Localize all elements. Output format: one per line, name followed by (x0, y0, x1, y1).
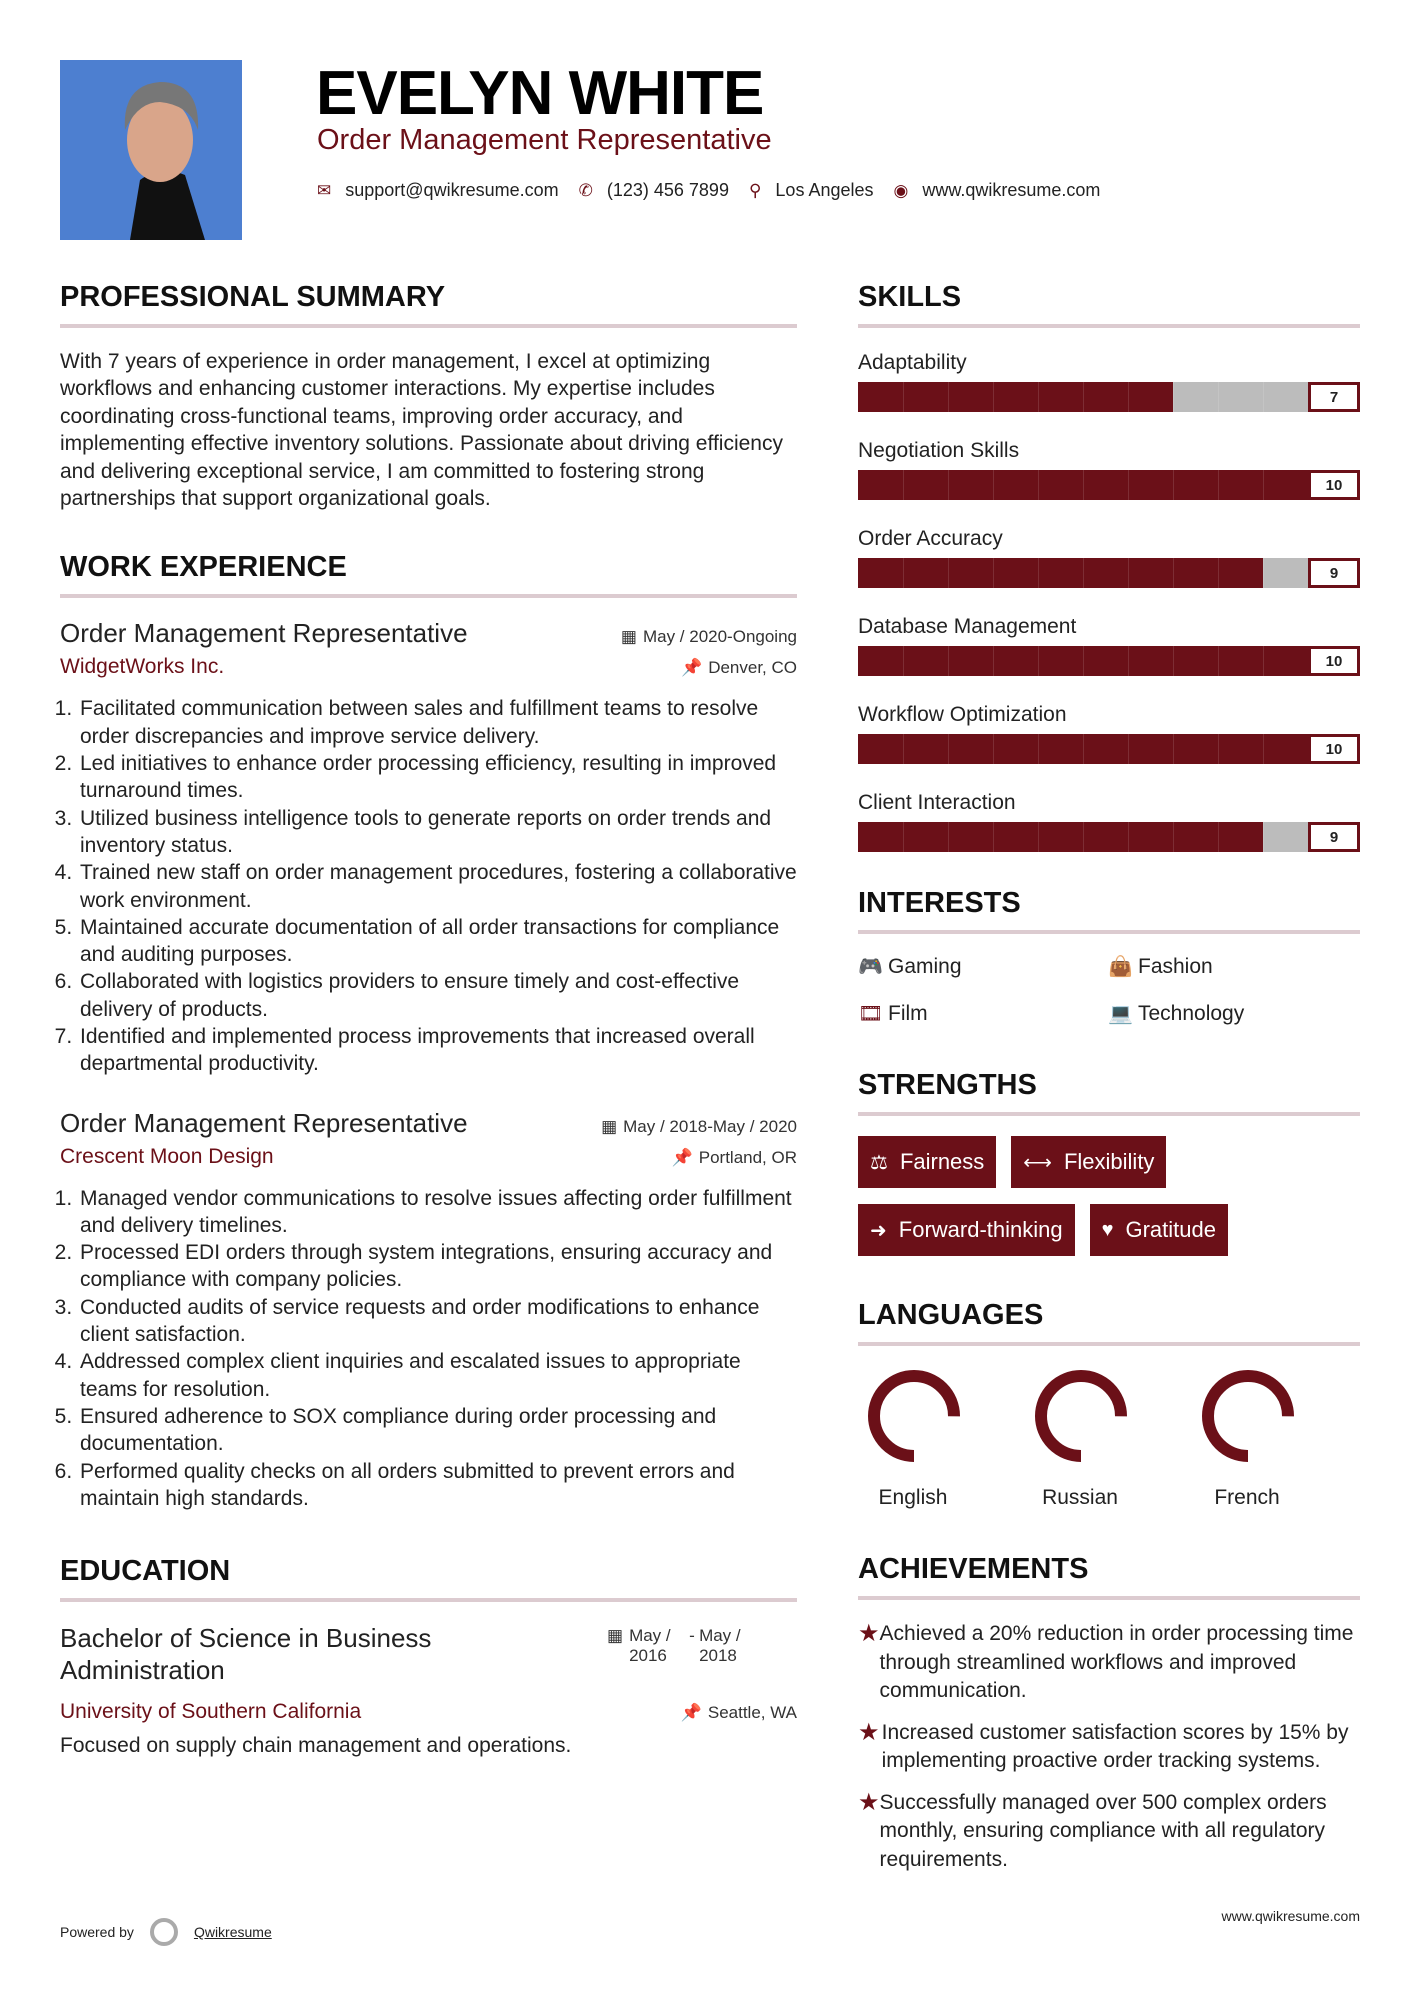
skill-segment-divider (1218, 470, 1219, 500)
skill-track (858, 646, 1308, 676)
job-bullet: 6. Collaborated with logistics providers to ensure timely and cost-effective delivery of products. (78, 968, 797, 1023)
language-name: Russian (1042, 1486, 1118, 1509)
pushpin-icon: 📌 (681, 658, 703, 678)
skill-segment-divider (1038, 822, 1039, 852)
skill-bar (858, 558, 1360, 588)
skill-segment-divider (1083, 646, 1084, 676)
divider (60, 324, 797, 328)
end-date: May / 2018 (699, 1626, 741, 1666)
skill-segment-divider (1263, 558, 1264, 588)
skill-segment-divider (1083, 822, 1084, 852)
interests-section (858, 886, 1360, 1026)
education-location: Seattle, WA (707, 1703, 797, 1723)
experience-section (60, 550, 797, 1512)
map-marker-icon: ⚲ (748, 180, 762, 200)
skill-segment-divider (1173, 382, 1174, 412)
skill-segment-divider (1263, 646, 1264, 676)
skill-segment-divider (903, 470, 904, 500)
job-bullet: 6. Performed quality checks on all orders submitted to prevent errors and maintain high standards. (78, 1458, 797, 1513)
education-dates (607, 1626, 797, 1666)
interest-item (858, 1001, 1108, 1026)
degree: Bachelor of Science in Business Administration (60, 1623, 432, 1686)
skill-segment-divider (1038, 646, 1039, 676)
star-icon: ★ (858, 1718, 880, 1746)
skill-segment-divider (903, 558, 904, 588)
powered-by (60, 1918, 272, 1946)
section-heading: SKILLS (858, 281, 962, 313)
divider (60, 1598, 797, 1602)
skill-segment-divider (1083, 382, 1084, 412)
skill-segment-divider (948, 382, 949, 412)
powered-by-label: Powered by (60, 1924, 134, 1940)
divider (858, 324, 1360, 328)
contact-info (317, 180, 1120, 201)
strength-label: Flexibility (1063, 1149, 1155, 1174)
skill-level: 10 (1308, 646, 1360, 676)
skill-segment-divider (903, 382, 904, 412)
skill-segment-divider (1083, 558, 1084, 588)
divider (858, 1596, 1360, 1600)
language-item (1025, 1366, 1192, 1510)
language-item (858, 1366, 1025, 1510)
skill-segment-divider (903, 646, 904, 676)
skill-segment-divider (1218, 558, 1219, 588)
job-bullet: 4. Trained new staff on order management procedures, fostering a collaborative work environment. (78, 859, 797, 914)
skill-track (858, 470, 1308, 500)
skill-segment-divider (993, 382, 994, 412)
skill-bar (858, 470, 1360, 500)
interest-label: Fashion (1138, 954, 1213, 978)
job-bullet: 7. Identified and implemented process improvements that increased overall departmental productivity. (78, 1023, 797, 1078)
strength-badge (858, 1204, 1075, 1256)
language-level-ring (864, 1366, 964, 1466)
skill-bar (858, 382, 1360, 412)
languages-section (858, 1298, 1360, 1510)
skill-name: Negotiation Skills (858, 439, 1020, 462)
company-name: WidgetWorks Inc. (60, 655, 225, 679)
skill-track (858, 734, 1308, 764)
skill-segment-divider (1173, 558, 1174, 588)
phone-icon: ✆ (578, 180, 593, 200)
job-bullets (78, 695, 797, 1077)
section-heading: INTERESTS (858, 887, 1021, 919)
skill-item (858, 700, 1360, 788)
achievement-text: Successfully managed over 500 complex orders monthly, ensuring compliance with all regulatory requirements. (879, 1790, 1327, 1871)
section-heading: STRENGTHS (858, 1069, 1037, 1101)
star-icon: ★ (858, 1788, 880, 1816)
skill-segment-divider (1263, 382, 1264, 412)
calendar-icon: ▦ (620, 627, 637, 647)
shopping-bag-icon: 👜 (1108, 956, 1133, 978)
star-icon: ★ (858, 1620, 880, 1647)
calendar-icon: ▦ (601, 1116, 618, 1136)
skill-track (858, 382, 1308, 412)
skill-segment-divider (993, 470, 994, 500)
job-entry (60, 1108, 797, 1513)
skill-segment-divider (1173, 646, 1174, 676)
strength-badge (858, 1136, 996, 1188)
calendar-icon: ▦ (607, 1626, 624, 1646)
skill-level: 10 (1308, 734, 1360, 764)
job-bullet: 1. Managed vendor communications to resolve issues affecting order fulfillment and delivery timelines. (78, 1185, 797, 1240)
right-column (858, 280, 1360, 1887)
job-title: Order Management Representative (60, 1107, 468, 1138)
contact-location: Los Angeles (775, 180, 874, 200)
language-name: French (1214, 1486, 1280, 1509)
skill-segment-divider (1128, 470, 1129, 500)
skill-segment-divider (1038, 734, 1039, 764)
job-bullet: 2. Processed EDI orders through system integrations, ensuring accuracy and compliance with company policies. (78, 1239, 797, 1294)
education-section (60, 1554, 797, 1759)
contact-phone[interactable]: (123) 456 7899 (606, 180, 729, 200)
skill-item (858, 612, 1360, 700)
skill-name: Order Accuracy (858, 527, 1003, 550)
skill-segment-divider (1173, 734, 1174, 764)
skill-name: Client Interaction (858, 791, 1016, 814)
skill-segment-divider (903, 822, 904, 852)
language-level-ring (1198, 1366, 1298, 1466)
skill-segment-divider (1128, 382, 1129, 412)
skill-segment-divider (948, 734, 949, 764)
achievement-text: Increased customer satisfaction scores by 15% by implementing proactive order tracking systems. (881, 1720, 1349, 1772)
interest-label: Gaming (888, 954, 962, 978)
language-name: English (878, 1486, 948, 1509)
skill-segment-divider (1218, 382, 1219, 412)
strengths-section (858, 1068, 1360, 1256)
profile-photo (60, 60, 242, 240)
skill-track (858, 822, 1308, 852)
skill-segment-divider (1083, 470, 1084, 500)
language-item (1192, 1366, 1359, 1510)
skill-segment-divider (1218, 822, 1219, 852)
arrows-h-icon: ⟷ (1023, 1151, 1052, 1174)
skill-segment-divider (1173, 822, 1174, 852)
balance-scale-icon: ⚖ (870, 1151, 888, 1174)
strength-badge (1090, 1204, 1228, 1256)
pushpin-icon: 📌 (680, 1703, 702, 1723)
skill-fill (858, 558, 1263, 588)
skill-segment-divider (1128, 646, 1129, 676)
interest-item (1108, 954, 1358, 979)
interest-label: Film (888, 1001, 928, 1025)
skill-level: 9 (1308, 558, 1360, 588)
laptop-icon: 💻 (1108, 1003, 1133, 1025)
job-entry (60, 618, 797, 1077)
qwikresume-link[interactable]: Qwikresume (193, 1924, 272, 1940)
skill-item (858, 524, 1360, 612)
job-dates: May / 2020-Ongoing (642, 627, 797, 647)
skill-segment-divider (1038, 382, 1039, 412)
interest-label: Technology (1138, 1001, 1245, 1025)
skill-segment-divider (1083, 734, 1084, 764)
section-heading: LANGUAGES (858, 1299, 1044, 1331)
strength-badge (1011, 1136, 1166, 1188)
job-dates: May / 2018-May / 2020 (623, 1116, 797, 1136)
left-column (60, 280, 797, 1760)
divider (858, 930, 1360, 934)
strength-label: Forward-thinking (898, 1217, 1063, 1242)
start-date: May / 2016 (629, 1626, 671, 1666)
arrow-right-icon: ➜ (870, 1219, 887, 1242)
skill-segment-divider (993, 646, 994, 676)
candidate-title: Order Management Representative (317, 124, 772, 156)
section-heading: PROFESSIONAL SUMMARY (60, 281, 446, 313)
interest-item (858, 954, 1108, 979)
skill-segment-divider (993, 558, 994, 588)
skill-segment-divider (948, 470, 949, 500)
language-level-ring (1031, 1366, 1131, 1466)
envelope-icon: ✉ (317, 180, 332, 200)
interest-item (1108, 1001, 1358, 1026)
skill-fill (858, 822, 1263, 852)
achievement-text: Achieved a 20% reduction in order processing time through streamlined workflows and improved communication. (879, 1622, 1354, 1702)
skill-segment-divider (1128, 734, 1129, 764)
job-bullet: 2. Led initiatives to enhance order processing efficiency, resulting in improved turnaround times. (78, 750, 797, 805)
skill-segment-divider (993, 734, 994, 764)
job-bullet: 3. Utilized business intelligence tools to generate reports on order trends and inventory status. (78, 805, 797, 860)
company-name: Crescent Moon Design (60, 1144, 274, 1168)
skill-bar (858, 734, 1360, 764)
achievements-section (858, 1552, 1360, 1874)
job-location: Denver, CO (708, 658, 797, 678)
section-heading: WORK EXPERIENCE (60, 551, 347, 584)
skill-segment-divider (993, 822, 994, 852)
job-bullet: 5. Maintained accurate documentation of all order transactions for compliance and auditing purposes. (78, 914, 797, 969)
skill-segment-divider (948, 558, 949, 588)
skill-bar (858, 822, 1360, 852)
skill-segment-divider (1263, 470, 1264, 500)
skill-segment-divider (1038, 558, 1039, 588)
school-name: University of Southern California (60, 1700, 362, 1724)
job-title: Order Management Representative (60, 618, 468, 649)
film-icon: 🎞 (858, 1003, 884, 1025)
skill-segment-divider (1263, 734, 1264, 764)
footer-website[interactable]: www.qwikresume.com (1221, 1908, 1360, 1924)
skill-level: 10 (1308, 470, 1360, 500)
summary-section (60, 280, 797, 512)
skill-name: Database Management (858, 615, 1077, 638)
divider (858, 1342, 1360, 1346)
skill-fill (858, 382, 1173, 412)
skill-item (858, 436, 1360, 524)
divider (60, 594, 797, 598)
job-bullet: 4. Addressed complex client inquiries and escalated issues to appropriate teams for resolution. (78, 1348, 797, 1403)
date-separator: - (689, 1626, 695, 1646)
skill-segment-divider (903, 734, 904, 764)
skill-segment-divider (1128, 558, 1129, 588)
skill-segment-divider (1218, 734, 1219, 764)
achievement-item (858, 1620, 1360, 1706)
skill-bar (858, 646, 1360, 676)
job-location: Portland, OR (698, 1147, 797, 1167)
globe-icon: ◉ (893, 180, 909, 200)
achievement-item (858, 1719, 1360, 1776)
section-heading: ACHIEVEMENTS (858, 1553, 1089, 1585)
education-description: Focused on supply chain management and operations. (60, 1734, 572, 1758)
skill-name: Workflow Optimization (858, 703, 1067, 726)
pushpin-icon: 📌 (671, 1147, 693, 1167)
job-bullets (78, 1185, 797, 1513)
strength-label: Fairness (899, 1149, 985, 1174)
skill-segment-divider (1263, 822, 1264, 852)
candidate-name: EVELYN WHITE (316, 59, 764, 128)
contact-email[interactable]: support@qwikresume.com (345, 180, 559, 200)
skill-item (858, 788, 1360, 876)
skill-track (858, 558, 1308, 588)
gamepad-icon: 🎮 (858, 956, 883, 978)
skill-segment-divider (948, 822, 949, 852)
skill-level: 7 (1308, 382, 1360, 412)
section-heading: EDUCATION (60, 1555, 231, 1588)
skill-segment-divider (1173, 470, 1174, 500)
skill-item (858, 348, 1360, 436)
job-bullet: 1. Facilitated communication between sales and fulfillment teams to resolve order discrepancies and improve service delivery. (78, 695, 797, 750)
skill-segment-divider (1038, 470, 1039, 500)
skills-section (858, 280, 1360, 876)
qwikresume-logo-icon (150, 1918, 178, 1946)
skill-name: Adaptability (858, 351, 967, 374)
contact-website[interactable]: www.qwikresume.com (922, 180, 1101, 200)
strength-label: Gratitude (1125, 1217, 1216, 1242)
job-bullet: 3. Conducted audits of service requests and order modifications to enhance client satisfaction. (78, 1294, 797, 1349)
summary-text: With 7 years of experience in order management, I excel at optimizing workflows and enhancing customer interactions. My expertise includes coordinating cross-functional teams, improving order accuracy, and implementing effective inventory solutions. Passionate about driving efficiency and delivering exceptional service, I am committed to fostering strong partnerships that support organizational goals. (60, 350, 783, 511)
skill-segment-divider (948, 646, 949, 676)
skill-segment-divider (1128, 822, 1129, 852)
skill-segment-divider (1218, 646, 1219, 676)
achievement-item (858, 1789, 1360, 1875)
heart-icon: ♥ (1101, 1218, 1114, 1241)
skill-level: 9 (1308, 822, 1360, 852)
job-bullet: 5. Ensured adherence to SOX compliance during order processing and documentation. (78, 1403, 797, 1458)
divider (858, 1112, 1360, 1116)
